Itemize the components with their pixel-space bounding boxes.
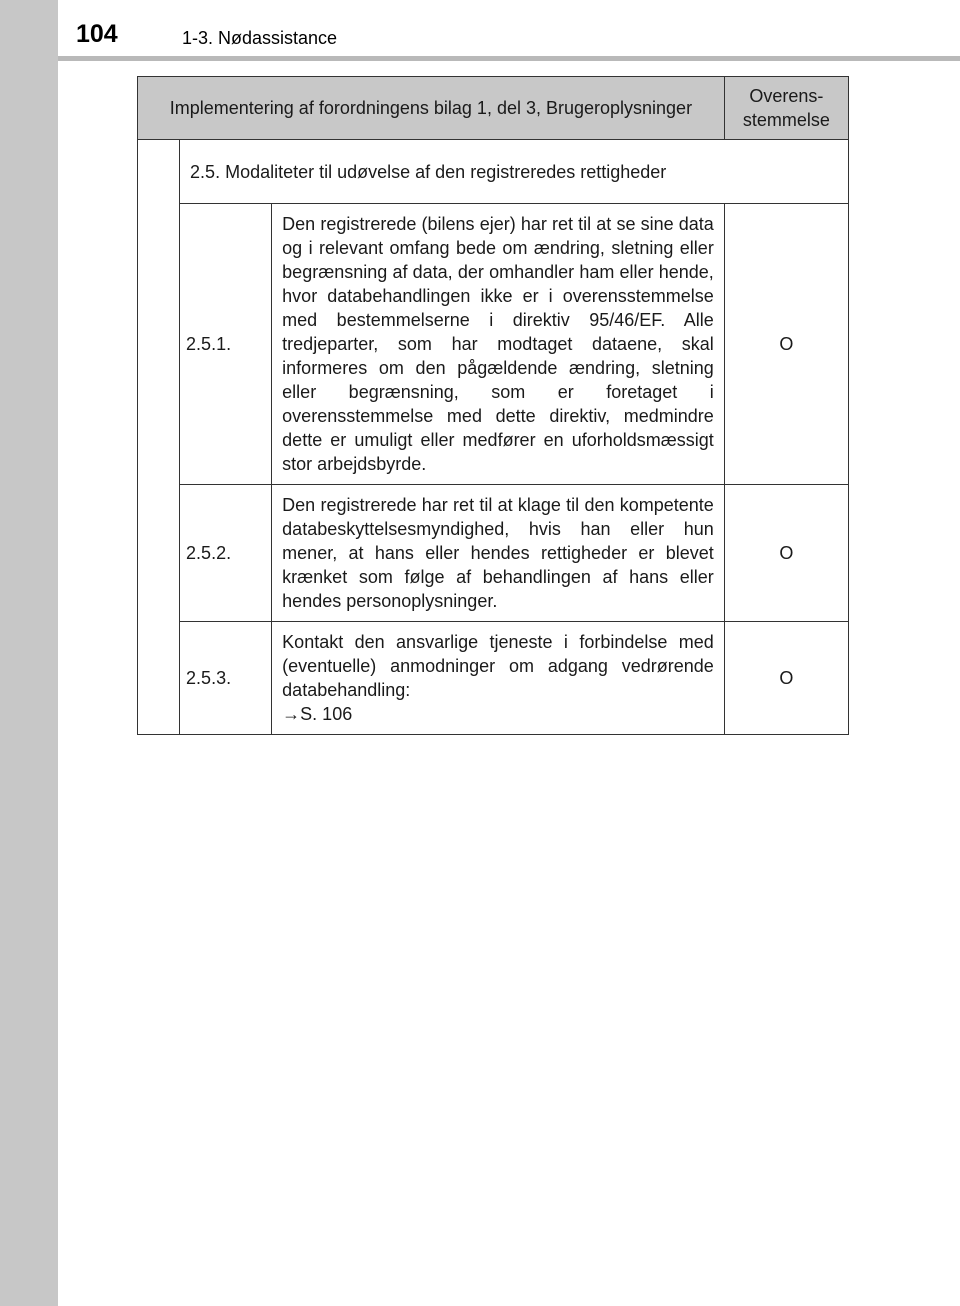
row-description (272, 204, 725, 485)
row-compliance: O (724, 622, 848, 735)
indent-cell (138, 140, 180, 735)
group-row (138, 140, 849, 204)
specification-table (137, 76, 849, 735)
section-title: 1-3. Nødassistance (182, 28, 338, 48)
row-description (272, 622, 725, 735)
header-cell-requirement (138, 77, 725, 140)
group-title: 2.5. Modaliteter til udøvelse af den registreredes rettigheder (180, 140, 849, 204)
row-number: 2.5.3. (180, 622, 272, 735)
header-requirement-text: Implementering af forordningens bilag 1, del 3, Brugeroplysninger (169, 98, 693, 118)
page-number: 104 (76, 20, 118, 48)
row-description-text: Kontakt den ansvarlige tjeneste i forbindelse med (eventuelle) anmodninger om adgang vedrørende databehandling: (282, 632, 714, 700)
row-description-text: Den registrerede (bilens ejer) har ret til at se sine data og i relevant omfang bede om ændring, sletning eller begrænsning af data, der omhandler ham eller hende, hvor databehandlingen ikke er i overensstemmelse med bestemmelserne i direktiv 95/46/EF. Alle tredjeparter, som har modtaget dataene, skal informeres om den pågældende ændring, sletning eller begrænsning, som er foretaget i overensstemmelse med dette direktiv, medmindre dette er umuligt eller medfører en uforholdsmæssigt stor arbejdsbyrde. (282, 214, 714, 474)
side-margin-bar (0, 0, 58, 1306)
table-row (138, 485, 849, 622)
table-row (138, 204, 849, 485)
row-compliance: O (724, 485, 848, 622)
header-rule (58, 56, 960, 61)
row-number: 2.5.1. (180, 204, 272, 485)
table-header-row (138, 77, 849, 140)
row-compliance: O (724, 204, 848, 485)
row-number: 2.5.2. (180, 485, 272, 622)
row-description (272, 485, 725, 622)
header-compliance-text: Overens-stemmelse (742, 86, 830, 130)
header-cell-compliance (724, 77, 848, 140)
table-row (138, 622, 849, 735)
page-reference-link[interactable]: →S. 106 (282, 704, 353, 724)
row-description-text: Den registrerede har ret til at klage til den kompetente databeskyttelsesmyndighed, hvis han eller hun mener, at hans eller hendes rettigheder er blevet krænket som følge af behandlingen af hans eller hendes personoplysninger. (282, 495, 714, 611)
